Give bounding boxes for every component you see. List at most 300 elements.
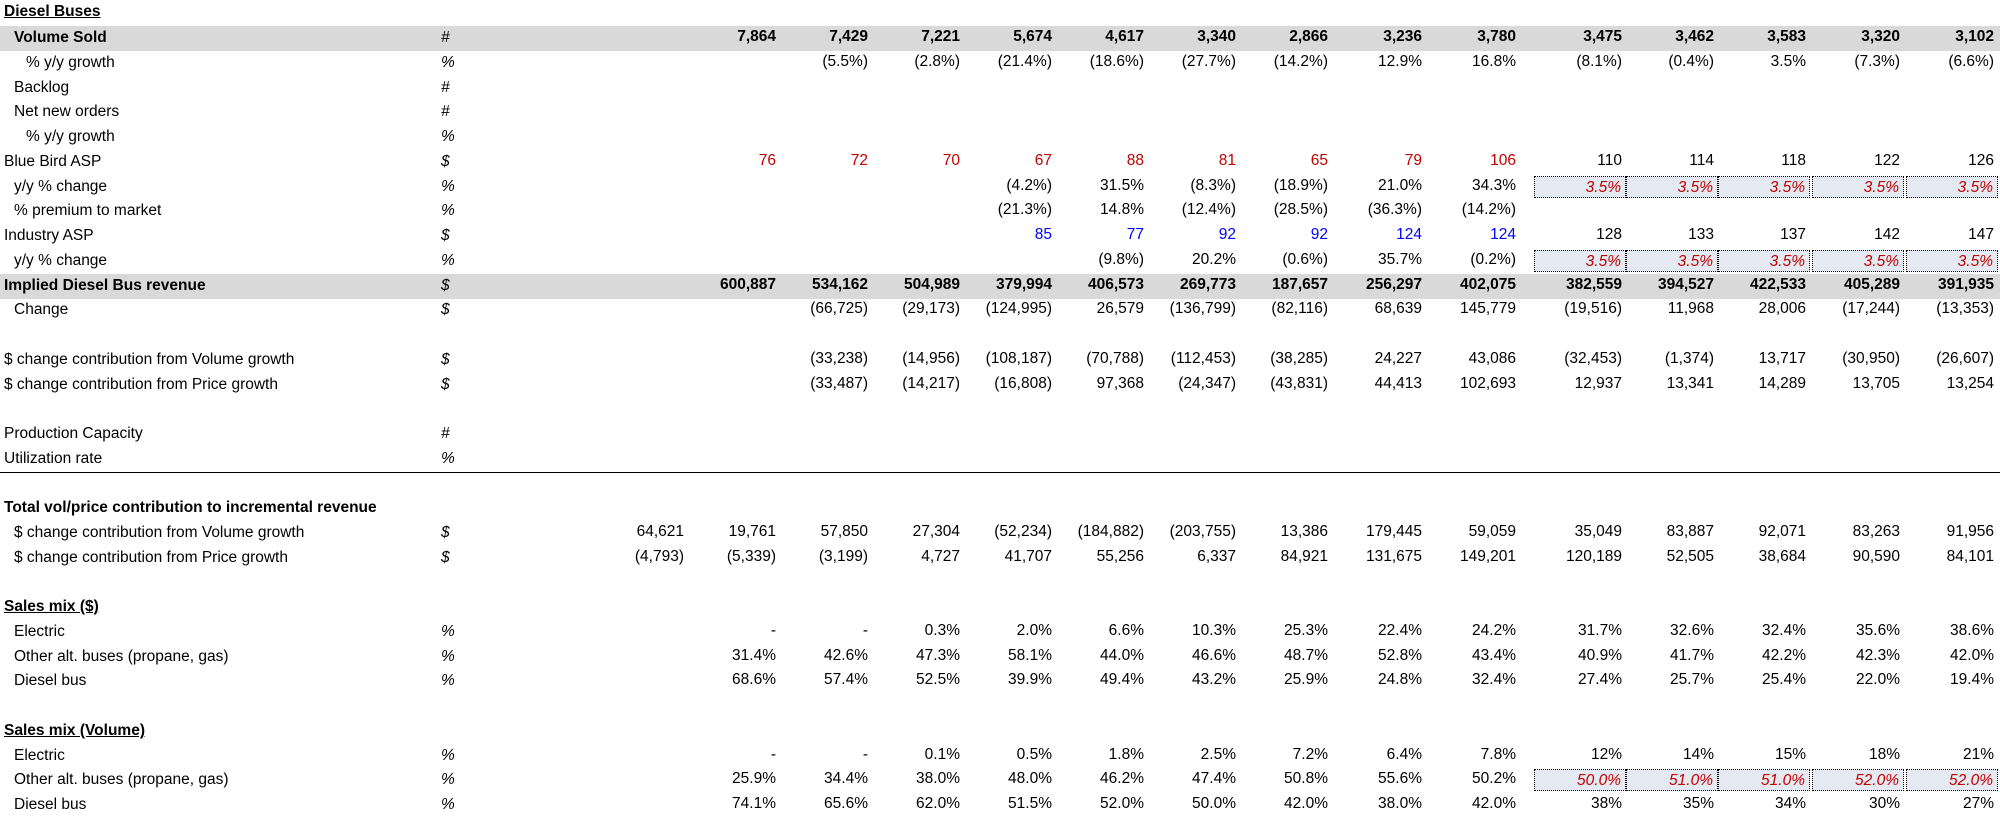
unit-cell[interactable]: % [441,747,455,764]
value-cell[interactable]: 83,263 [1852,523,1900,540]
row-label[interactable]: Sales mix (Volume) [4,722,145,739]
value-cell[interactable]: 25.4% [1762,671,1806,688]
value-cell[interactable]: 32.6% [1670,622,1714,639]
value-cell[interactable]: 142 [1874,226,1900,243]
row-label[interactable]: % y/y growth [26,54,115,71]
value-cell[interactable]: 3.5% [1812,176,1904,198]
value-cell[interactable]: 3,236 [1383,28,1422,45]
value-cell[interactable]: 6.6% [1108,622,1144,639]
value-cell[interactable]: 18% [1868,746,1900,763]
unit-cell[interactable]: $ [441,153,450,170]
value-cell[interactable]: 534,162 [811,276,868,293]
value-cell[interactable]: 27.4% [1578,671,1622,688]
value-cell[interactable]: 15% [1774,746,1806,763]
value-cell[interactable]: 3.5% [1770,53,1806,70]
value-cell[interactable]: 57,850 [820,523,868,540]
value-cell[interactable]: 7,864 [737,28,776,45]
row-label[interactable]: Electric [14,623,65,640]
value-cell[interactable]: 47.4% [1192,770,1236,787]
row-label[interactable]: Other alt. buses (propane, gas) [14,771,229,788]
value-cell[interactable]: 3.5% [1718,176,1810,198]
row-label[interactable]: Blue Bird ASP [4,153,102,170]
unit-cell[interactable]: % [441,796,455,813]
value-cell[interactable]: (9.8%) [1098,251,1144,268]
value-cell[interactable]: 4,617 [1105,28,1144,45]
value-cell[interactable]: (5.5%) [822,53,868,70]
value-cell[interactable]: 46.2% [1100,770,1144,787]
unit-cell[interactable]: $ [441,301,450,318]
value-cell[interactable]: (13,353) [1936,300,1994,317]
value-cell[interactable]: 106 [1490,152,1516,169]
value-cell[interactable]: 48.7% [1284,647,1328,664]
value-cell[interactable]: 52.5% [916,671,960,688]
value-cell[interactable]: 55,256 [1096,548,1144,565]
value-cell[interactable]: 3,583 [1767,28,1806,45]
value-cell[interactable]: 38.0% [916,770,960,787]
value-cell[interactable]: (82,116) [1271,300,1328,317]
value-cell[interactable]: 43,086 [1468,350,1516,367]
value-cell[interactable]: 65.6% [824,795,868,812]
value-cell[interactable]: 3.5% [1626,176,1718,198]
section-divider [0,472,2000,473]
value-cell[interactable]: 14,289 [1758,375,1806,392]
value-cell[interactable]: 6,337 [1197,548,1236,565]
value-cell[interactable]: (14.2%) [1273,53,1328,70]
value-cell[interactable]: 59,059 [1468,523,1516,540]
value-cell[interactable]: 35,049 [1574,523,1622,540]
value-cell[interactable]: 25.7% [1670,671,1714,688]
value-cell[interactable]: (184,882) [1077,523,1144,540]
value-cell[interactable]: 3,340 [1197,28,1236,45]
value-cell[interactable]: (21.3%) [997,201,1052,218]
value-cell[interactable]: 26,579 [1096,300,1144,317]
value-cell[interactable]: 28,006 [1758,300,1806,317]
value-cell[interactable]: 83,887 [1666,523,1714,540]
value-cell[interactable]: 52.0% [1812,769,1904,791]
value-cell[interactable]: (6.6%) [1948,53,1994,70]
value-cell[interactable]: 21% [1962,746,1994,763]
value-cell[interactable]: 32.4% [1472,671,1516,688]
unit-cell[interactable]: # [441,29,450,46]
value-cell[interactable]: 7.2% [1292,746,1328,763]
row-label[interactable]: Other alt. buses (propane, gas) [14,648,229,665]
value-cell[interactable]: 81 [1218,152,1236,169]
value-cell[interactable]: 62.0% [916,795,960,812]
value-cell[interactable]: (19,516) [1564,300,1622,317]
value-cell[interactable]: 0.3% [924,622,960,639]
value-cell[interactable]: (7.3%) [1854,53,1900,70]
value-cell[interactable]: 35.7% [1378,251,1422,268]
value-cell[interactable]: 27,304 [912,523,960,540]
value-cell[interactable]: (112,453) [1170,350,1236,367]
value-cell[interactable]: 50.0% [1534,769,1626,791]
value-cell[interactable]: 3,320 [1861,28,1900,45]
value-cell[interactable]: 76 [758,152,776,169]
value-cell[interactable]: 16.8% [1472,53,1516,70]
value-cell[interactable]: (38,285) [1270,350,1328,367]
value-cell[interactable]: 74.1% [732,795,776,812]
value-cell[interactable]: 34% [1774,795,1806,812]
value-cell[interactable]: 84,921 [1280,548,1328,565]
value-cell[interactable]: 379,994 [995,276,1052,293]
unit-cell[interactable]: % [441,450,455,467]
row-label[interactable]: $ change contribution from Volume growth [14,524,305,541]
unit-cell[interactable]: % [441,54,455,71]
unit-cell[interactable]: % [441,623,455,640]
value-cell[interactable]: 118 [1781,152,1806,169]
value-cell[interactable]: 32.4% [1762,622,1806,639]
value-cell[interactable]: 2.5% [1200,746,1236,763]
value-cell[interactable]: 19,761 [728,523,776,540]
value-cell[interactable]: (1,374) [1664,350,1714,367]
value-cell[interactable]: 4,727 [921,548,960,565]
value-cell[interactable]: 52.0% [1906,769,1998,791]
value-cell[interactable]: 67 [1034,152,1052,169]
value-cell[interactable]: 131,675 [1365,548,1422,565]
value-cell[interactable]: 52.0% [1100,795,1144,812]
row-label[interactable]: Net new orders [14,103,120,120]
value-cell[interactable]: 35.6% [1856,622,1900,639]
value-cell[interactable]: (21.4%) [997,53,1052,70]
row-label[interactable]: y/y % change [14,252,108,269]
value-cell[interactable]: 120,189 [1565,548,1622,565]
value-cell[interactable]: 102,693 [1459,375,1516,392]
value-cell[interactable]: 50.8% [1284,770,1328,787]
value-cell[interactable]: 44,413 [1374,375,1422,392]
value-cell[interactable]: 3,780 [1477,28,1516,45]
value-cell[interactable]: 68.6% [732,671,776,688]
value-cell[interactable]: (24,347) [1178,375,1236,392]
value-cell[interactable]: 3.5% [1718,250,1810,272]
row-label[interactable]: Implied Diesel Bus revenue [4,277,206,294]
value-cell[interactable]: 126 [1968,152,1994,169]
value-cell[interactable]: 7.8% [1480,746,1516,763]
value-cell[interactable]: 68,639 [1374,300,1422,317]
value-cell[interactable]: 24,227 [1374,350,1422,367]
value-cell[interactable]: 20.2% [1192,251,1236,268]
value-cell[interactable]: 21.0% [1378,177,1422,194]
value-cell[interactable]: (203,755) [1169,523,1236,540]
value-cell[interactable]: 256,297 [1365,276,1422,293]
value-cell[interactable]: - [770,746,776,763]
value-cell[interactable]: 3.5% [1534,250,1626,272]
value-cell[interactable]: 58.1% [1008,647,1052,664]
unit-cell[interactable]: $ [441,549,450,566]
value-cell[interactable]: 57.4% [824,671,868,688]
value-cell[interactable]: 42.3% [1856,647,1900,664]
row-label[interactable]: Volume Sold [14,29,107,46]
value-cell[interactable]: 49.4% [1100,671,1144,688]
value-cell[interactable]: 42.0% [1472,795,1516,812]
value-cell[interactable]: 13,254 [1946,375,1994,392]
row-label[interactable]: $ change contribution from Price growth [4,376,278,393]
value-cell[interactable]: 84,101 [1946,548,1994,565]
unit-cell[interactable]: % [441,202,455,219]
value-cell[interactable]: (33,238) [810,350,868,367]
unit-cell[interactable]: # [441,79,450,96]
value-cell[interactable]: 46.6% [1192,647,1236,664]
value-cell[interactable]: 147 [1968,226,1994,243]
value-cell[interactable]: (8.3%) [1190,177,1236,194]
value-cell[interactable]: 5,674 [1013,28,1052,45]
value-cell[interactable]: 31.4% [732,647,776,664]
row-label[interactable]: Total vol/price contribution to incremental revenue [4,499,377,516]
value-cell[interactable]: 38% [1590,795,1622,812]
value-cell[interactable]: 43.4% [1472,647,1516,664]
value-cell[interactable]: 13,341 [1666,375,1714,392]
value-cell[interactable]: 504,989 [903,276,960,293]
value-cell[interactable]: 42.2% [1762,647,1806,664]
value-cell[interactable]: 600,887 [719,276,776,293]
value-cell[interactable]: 25.9% [1284,671,1328,688]
value-cell[interactable]: 10.3% [1192,622,1236,639]
value-cell[interactable]: 43.2% [1192,671,1236,688]
value-cell[interactable]: 3,462 [1675,28,1714,45]
value-cell[interactable]: 406,573 [1087,276,1144,293]
value-cell[interactable]: 11,968 [1667,300,1714,317]
value-cell[interactable]: 12.9% [1378,53,1422,70]
value-cell[interactable]: (32,453) [1564,350,1622,367]
row-label[interactable]: Industry ASP [4,227,94,244]
value-cell[interactable]: 110 [1597,152,1622,169]
value-cell[interactable]: 24.2% [1472,622,1516,639]
value-cell[interactable]: 91,956 [1946,523,1994,540]
value-cell[interactable]: 3.5% [1906,176,1998,198]
value-cell[interactable]: 92 [1310,226,1328,243]
value-cell[interactable]: 179,445 [1365,523,1422,540]
row-label[interactable]: Electric [14,747,65,764]
value-cell[interactable]: 13,705 [1852,375,1900,392]
value-cell[interactable]: 51.0% [1626,769,1718,791]
value-cell[interactable]: 394,527 [1657,276,1714,293]
value-cell[interactable]: (14,956) [902,350,960,367]
value-cell[interactable]: 72 [850,152,868,169]
value-cell[interactable]: 41.7% [1670,647,1714,664]
value-cell[interactable]: (12.4%) [1181,201,1236,218]
row-label[interactable]: Production Capacity [4,425,143,442]
value-cell[interactable]: 1.8% [1108,746,1144,763]
value-cell[interactable]: (70,788) [1086,350,1144,367]
value-cell[interactable]: 422,533 [1749,276,1806,293]
value-cell[interactable]: 14% [1682,746,1714,763]
value-cell[interactable]: 55.6% [1378,770,1422,787]
value-cell[interactable]: 50.0% [1192,795,1236,812]
row-label[interactable]: Change [14,301,69,318]
value-cell[interactable]: 47.3% [916,647,960,664]
row-label[interactable]: Sales mix ($) [4,598,99,615]
value-cell[interactable]: 64,621 [636,523,684,540]
value-cell[interactable]: 34.4% [824,770,868,787]
value-cell[interactable]: 40.9% [1578,647,1622,664]
value-cell[interactable]: (124,995) [985,300,1052,317]
value-cell[interactable]: 35% [1682,795,1714,812]
value-cell[interactable]: (108,187) [985,350,1052,367]
value-cell[interactable]: 39.9% [1008,671,1052,688]
value-cell[interactable]: 3.5% [1906,250,1998,272]
value-cell[interactable]: 70 [942,152,960,169]
value-cell[interactable]: 77 [1126,226,1144,243]
value-cell[interactable]: 31.5% [1100,177,1144,194]
unit-cell[interactable]: % [441,648,455,665]
value-cell[interactable]: 90,590 [1852,548,1900,565]
value-cell[interactable]: 402,075 [1459,276,1516,293]
row-label[interactable]: Diesel Buses [4,3,101,20]
value-cell[interactable]: 22.4% [1378,622,1422,639]
value-cell[interactable]: (14.2%) [1461,201,1516,218]
value-cell[interactable]: 52.8% [1378,647,1422,664]
row-label[interactable]: % y/y growth [26,128,115,145]
value-cell[interactable]: 51.5% [1008,795,1052,812]
value-cell[interactable]: 12% [1590,746,1622,763]
value-cell[interactable]: 25.3% [1284,622,1328,639]
value-cell[interactable]: (14,217) [902,375,960,392]
value-cell[interactable]: 42.0% [1950,647,1994,664]
value-cell[interactable]: (52,234) [994,523,1052,540]
value-cell[interactable]: (0.4%) [1668,53,1714,70]
value-cell[interactable]: (30,950) [1842,350,1900,367]
value-cell[interactable]: 22.0% [1856,671,1900,688]
value-cell[interactable]: 30% [1868,795,1900,812]
value-cell[interactable]: (0.2%) [1470,251,1516,268]
value-cell[interactable]: (2.8%) [914,53,960,70]
value-cell[interactable]: 133 [1688,226,1714,243]
value-cell[interactable]: 97,368 [1096,375,1144,392]
value-cell[interactable]: 25.9% [732,770,776,787]
value-cell[interactable]: - [862,746,868,763]
value-cell[interactable]: 128 [1596,226,1622,243]
row-label[interactable]: Backlog [14,79,70,96]
value-cell[interactable]: 50.2% [1472,770,1516,787]
value-cell[interactable]: 19.4% [1950,671,1994,688]
value-cell[interactable]: 31.7% [1578,622,1622,639]
value-cell[interactable]: 85 [1034,226,1052,243]
value-cell[interactable]: 38.0% [1378,795,1422,812]
value-cell[interactable]: 79 [1404,152,1422,169]
unit-cell[interactable]: % [441,178,455,195]
value-cell[interactable]: 41,707 [1004,548,1052,565]
value-cell[interactable]: 3.5% [1626,250,1718,272]
value-cell[interactable]: 2,866 [1289,28,1328,45]
value-cell[interactable]: 34.3% [1472,177,1516,194]
value-cell[interactable]: 13,386 [1280,523,1328,540]
value-cell[interactable]: 137 [1780,226,1806,243]
value-cell[interactable]: 2.0% [1016,622,1052,639]
value-cell[interactable]: 114 [1689,152,1714,169]
value-cell[interactable]: 38,684 [1758,548,1806,565]
value-cell[interactable]: (3,199) [818,548,868,565]
row-label[interactable]: Diesel bus [14,672,87,689]
value-cell[interactable]: 7,221 [921,28,960,45]
value-cell[interactable]: 13,717 [1758,350,1806,367]
value-cell[interactable]: (17,244) [1842,300,1900,317]
value-cell[interactable]: 48.0% [1008,770,1052,787]
value-cell[interactable]: 65 [1310,152,1328,169]
value-cell[interactable]: (136,799) [1169,300,1236,317]
value-cell[interactable]: 24.8% [1378,671,1422,688]
row-label[interactable]: % premium to market [14,202,162,219]
unit-cell[interactable]: # [441,425,450,442]
value-cell[interactable]: 42.0% [1284,795,1328,812]
value-cell[interactable]: 92,071 [1758,523,1806,540]
value-cell[interactable]: 44.0% [1100,647,1144,664]
value-cell[interactable]: 187,657 [1271,276,1328,293]
value-cell[interactable]: 3,102 [1955,28,1994,45]
value-cell[interactable]: 6.4% [1386,746,1422,763]
value-cell[interactable]: - [862,622,868,639]
row-label[interactable]: $ change contribution from Price growth [14,549,288,566]
row-label[interactable]: $ change contribution from Volume growth [4,351,295,368]
value-cell[interactable]: 0.1% [924,746,960,763]
unit-cell[interactable]: % [441,771,455,788]
value-cell[interactable]: 7,429 [829,28,868,45]
value-cell[interactable]: 0.5% [1016,746,1052,763]
row-label[interactable]: Diesel bus [14,796,87,813]
value-cell[interactable]: 405,289 [1843,276,1900,293]
unit-cell[interactable]: % [441,128,455,145]
value-cell[interactable]: (66,725) [810,300,868,317]
value-cell[interactable]: 3.5% [1534,176,1626,198]
value-cell[interactable]: 382,559 [1565,276,1622,293]
unit-cell[interactable]: % [441,252,455,269]
value-cell[interactable]: (5,339) [726,548,776,565]
value-cell[interactable]: 38.6% [1950,622,1994,639]
unit-cell[interactable]: # [441,103,450,120]
value-cell[interactable]: - [770,622,776,639]
value-cell[interactable]: (4,793) [634,548,684,565]
value-cell[interactable]: 88 [1126,152,1144,169]
value-cell[interactable]: 52,505 [1666,548,1714,565]
value-cell[interactable]: (26,607) [1936,350,1994,367]
value-cell[interactable]: 149,201 [1459,548,1516,565]
value-cell[interactable]: 27% [1962,795,1994,812]
value-cell[interactable]: 3.5% [1812,250,1904,272]
value-cell[interactable]: 51.0% [1718,769,1810,791]
value-cell[interactable]: 269,773 [1179,276,1236,293]
unit-cell[interactable]: $ [441,524,450,541]
value-cell[interactable]: (4.2%) [1006,177,1052,194]
unit-cell[interactable]: $ [441,277,450,294]
value-cell[interactable]: 391,935 [1937,276,1994,293]
unit-cell[interactable]: $ [441,227,450,244]
unit-cell[interactable]: % [441,672,455,689]
value-cell[interactable]: (16,808) [994,375,1052,392]
value-cell[interactable]: (0.6%) [1282,251,1328,268]
value-cell[interactable]: 42.6% [824,647,868,664]
value-cell[interactable]: 14.8% [1100,201,1144,218]
unit-cell[interactable]: $ [441,376,450,393]
value-cell[interactable]: 124 [1396,226,1422,243]
value-cell[interactable]: (8.1%) [1576,53,1622,70]
value-cell[interactable]: 124 [1490,226,1516,243]
value-cell[interactable]: (33,487) [810,375,868,392]
value-cell[interactable]: (29,173) [902,300,960,317]
row-label[interactable]: Utilization rate [4,450,103,467]
value-cell[interactable]: 92 [1218,226,1236,243]
value-cell[interactable]: 145,779 [1459,300,1516,317]
value-cell[interactable]: (27.7%) [1181,53,1236,70]
value-cell[interactable]: 3,475 [1583,28,1622,45]
value-cell[interactable]: (36.3%) [1367,201,1422,218]
value-cell[interactable]: 12,937 [1574,375,1622,392]
sheet-row [0,348,2000,373]
value-cell[interactable]: (18.9%) [1273,177,1328,194]
unit-cell[interactable]: $ [441,351,450,368]
value-cell[interactable]: (43,831) [1270,375,1328,392]
value-cell[interactable]: (28.5%) [1273,201,1328,218]
value-cell[interactable]: (18.6%) [1089,53,1144,70]
value-cell[interactable]: 122 [1874,152,1900,169]
row-label[interactable]: y/y % change [14,178,108,195]
